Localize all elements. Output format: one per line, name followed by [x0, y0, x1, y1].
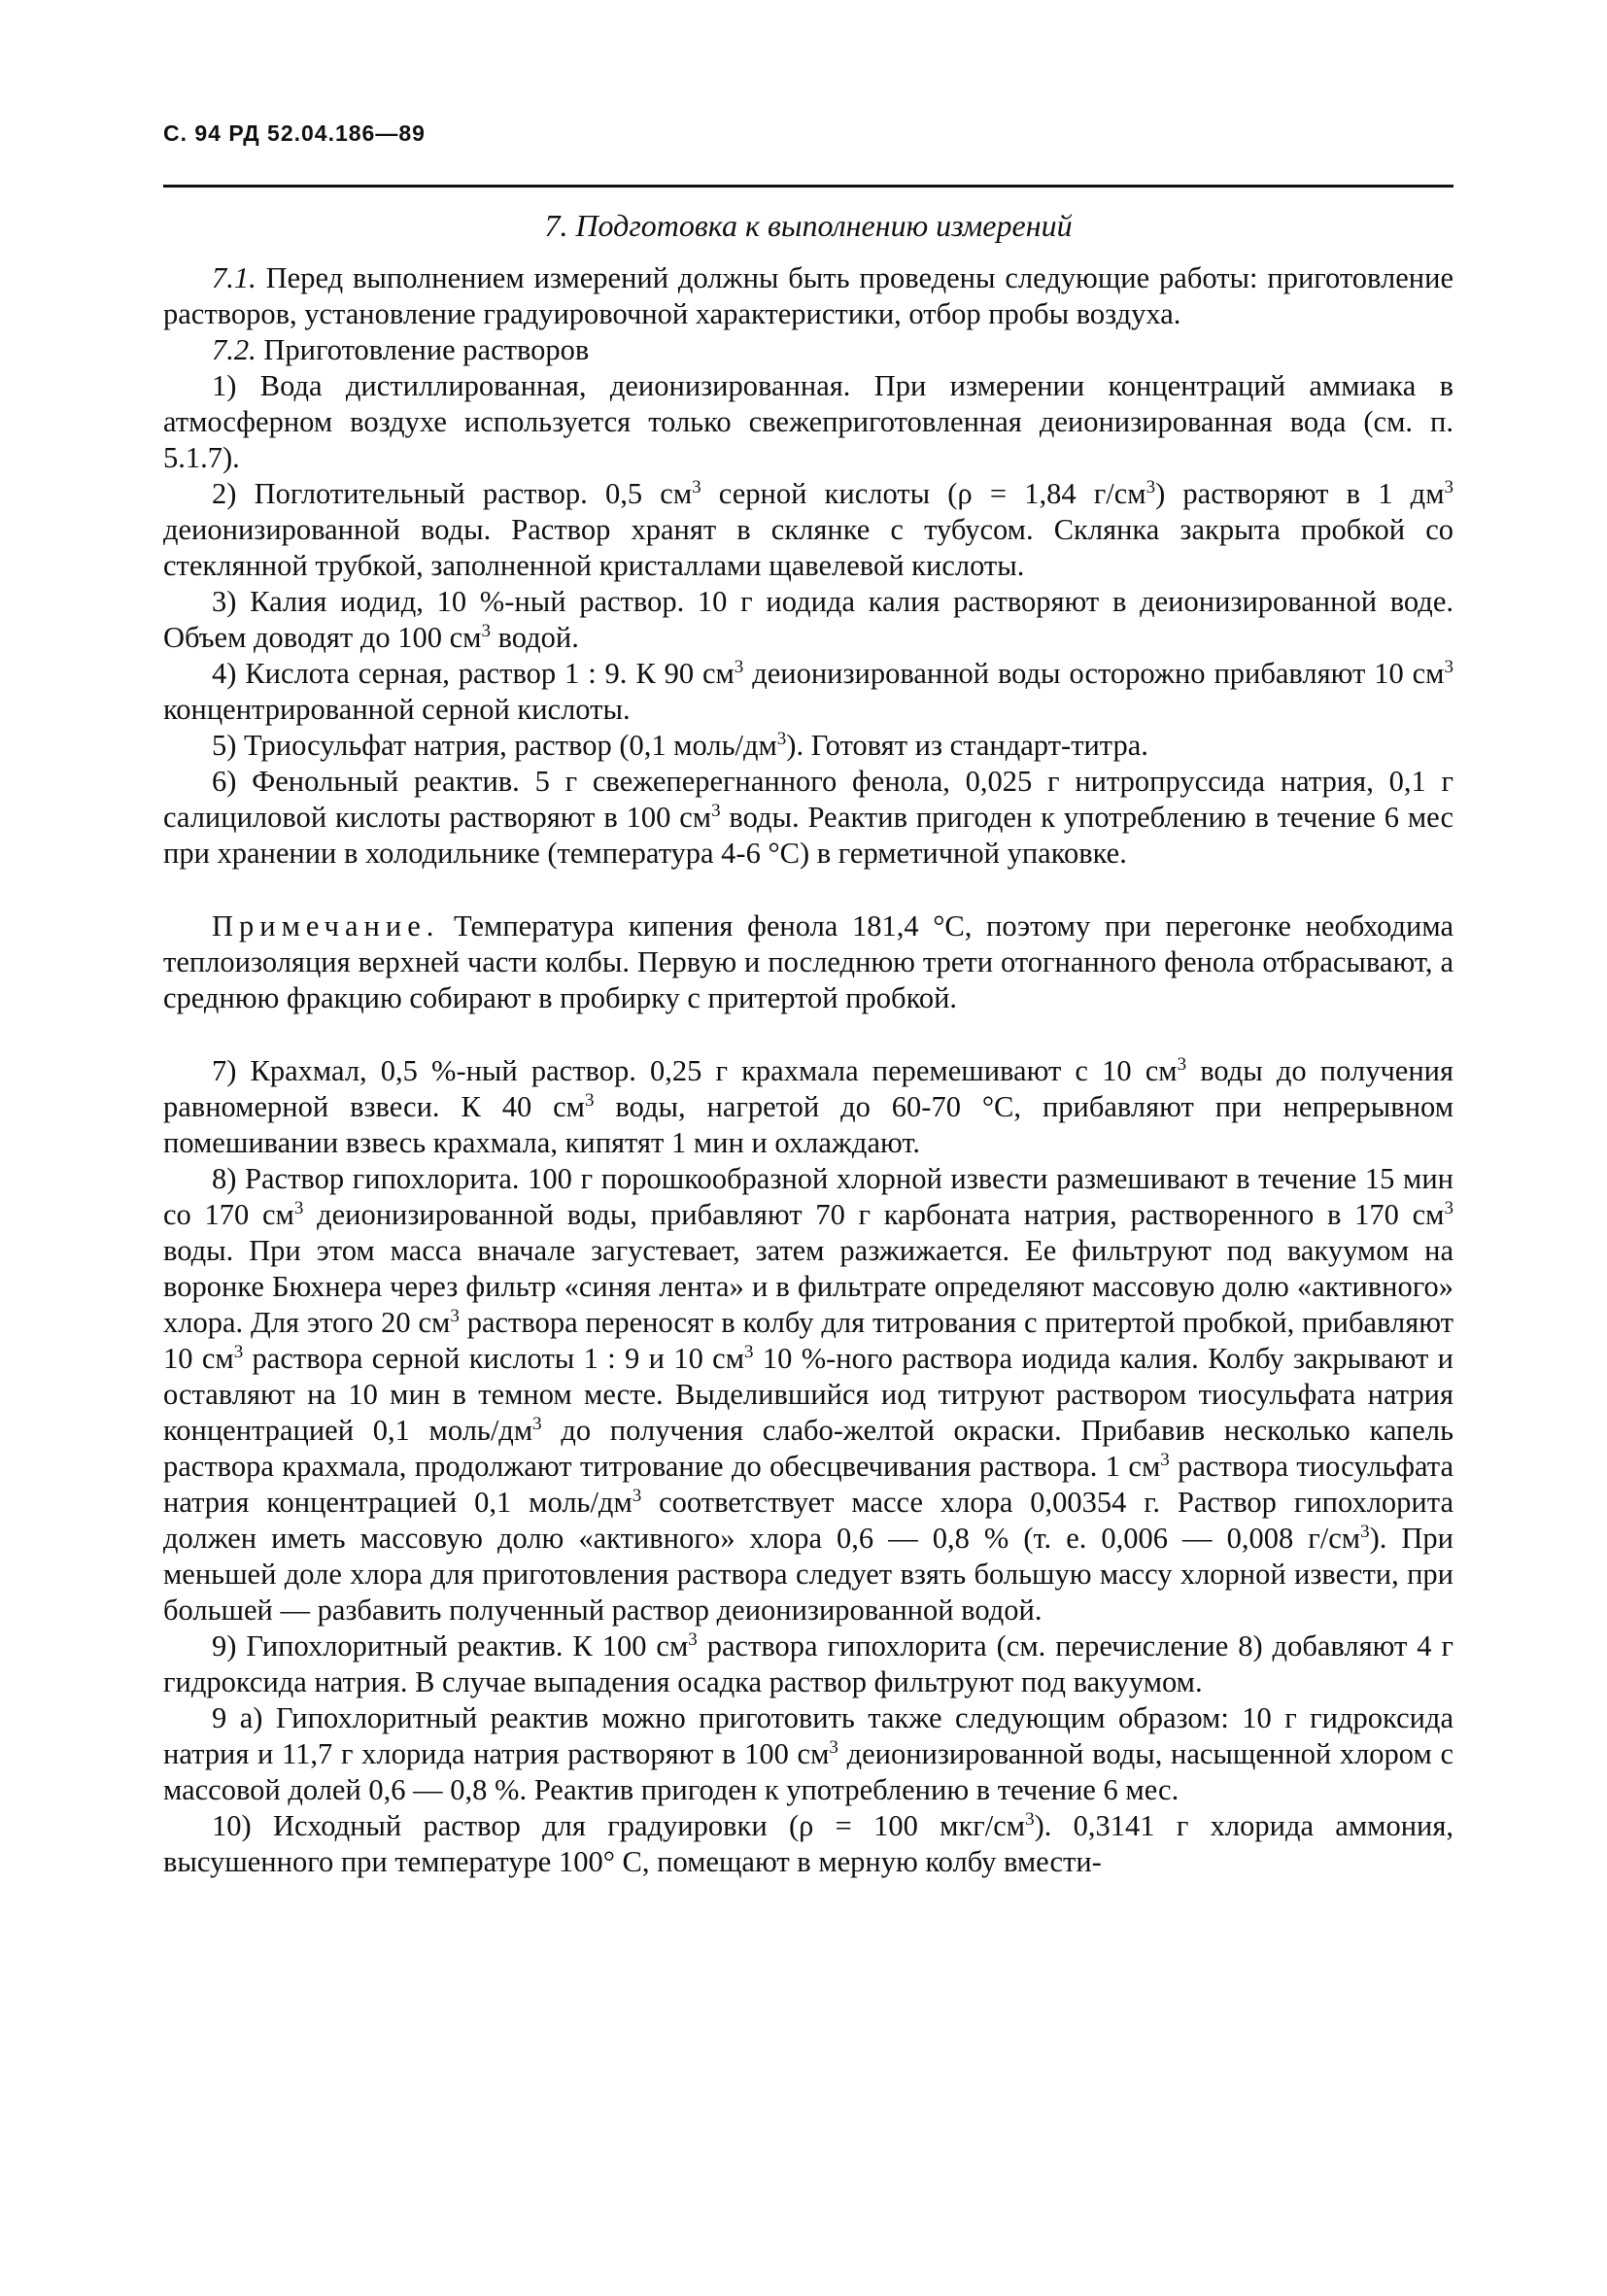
list-item-5: 5) Триосульфат натрия, раствор (0,1 моль/$дм^3$). Готовят из стандарт-титра.: [212, 728, 1148, 762]
document-body: [163, 260, 1453, 1880]
list-item-9: 9) Гипохлоритный реактив. К 100 $см^3$ раствора гипохлорита (см. перечисление 8) добавляют 4 г гидроксида натрия. В случае выпадения осадка раствор фильтруют под вакуумом.: [163, 1628, 1454, 1698]
list-item-8: 8) Раствор гипохлорита. 100 г порошкообразной хлорной извести размешивают в течение 15 мин со 170 $см^3$ деионизированной воды, прибавляют 70 г карбоната натрия, растворенного в 170 $см^3$ воды. При этом масса вначале загустевает, затем разжижается. Ее фильтруют под вакуумом на воронке Бюхнера через фильтр «синяя лента» и в фильтрате определяют массовую долю «активного» хлора. Для этого 20 $см^3$ раствора переносят в колбу для титрования с притертой пробкой, прибавляют 10 $см^3$ раствора серной кислоты 1 : 9 и 10 $см^3$ 10 %-ного раствора иодида калия. Колбу закрывают и оставляют на 10 мин в темном месте. Выделившийся иод титруют раствором тиосульфата натрия концентрацией 0,1 моль/$дм^3$ до получения слабо-желтой окраски. Прибавив несколько капель раствора крахмала, продолжают титрование до обесцвечивания раствора. 1 $см^3$ раствора тиосульфата натрия концентрацией 0,1 моль/$дм^3$ соответствует массе хлора 0,00354 г. Раствор гипохлорита должен иметь массовую долю «активного» хлора 0,6 — 0,8 % (т. е. 0,006 — 0,008 $г/см^3$). При меньшей доле хлора для приготовления раствора следует взять большую массу хлорной извести, при большей — разбавить полученный раствор деионизированной водой.: [163, 1162, 1453, 1627]
section-title: 7. Подготовка к выполнению измерений: [544, 208, 1073, 243]
list-item-1: 1) Вода дистиллированная, деионизированная. При измерении концентраций аммиака в атмосферном воздухе используется только свежеприготовленная деионизированная вода (см. п. 5.1.7).: [163, 369, 1453, 474]
paragraph-7-2: 7.2. Приготовление растворов: [212, 333, 590, 366]
header-rule: [163, 185, 1453, 188]
note-label: Примечание.: [212, 909, 440, 942]
list-item-7: 7) Крахмал, 0,5 %-ный раствор. 0,25 г крахмала перемешивают с 10 $см^3$ воды до получения равномерной взвеси. К 40 $см^3$ воды, нагретой до 60-70 °С, прибавляют при непрерывном помешивании взвесь крахмала, кипятят 1 мин и охлаждают.: [163, 1053, 1453, 1159]
list-item-2: 2) Поглотительный раствор. 0,5 $см^3$ серной кислоты (ρ = 1,84 $г/см^3$) растворяют в 1 $дм^3$ деионизированной воды. Раствор хранят в склянке с тубусом. Склянка закрыта пробкой со стеклянной трубкой, заполненной кристаллами щавелевой кислоты.: [163, 476, 1453, 582]
note-text: Температура кипения фенола 181,4 °С, поэтому при перегонке необходима теплоизоляция верхней части колбы. Первую и последнюю трети отогнанного фенола отбрасывают, а среднюю фракцию собирают в пробирку с притертой пробкой.: [163, 909, 1453, 1014]
list-item-6: 6) Фенольный реактив. 5 г свежеперегнанного фенола, 0,025 г нитропруссида натрия, 0,1 г салициловой кислоты растворяют в 100 $см^3$ воды. Реактив пригоден к употреблению в течение 6 мес при хранении в холодильнике (температура 4-6 °С) в герметичной упаковке.: [163, 765, 1453, 870]
list-item-3: 3) Калия иодид, 10 %-ный раствор. 10 г иодида калия растворяют в деионизированной воде. Объем доводят до 100 $см^3$ водой.: [163, 585, 1453, 654]
running-header: С. 94 РД 52.04.186—89: [163, 120, 426, 146]
list-item-10: 10) Исходный раствор для градуировки (ρ = 100 мкг/$см^3$). 0,3141 г хлорида аммония, высушенного при температуре 100° С, помещают в мерную колбу вмести-: [163, 1808, 1453, 1878]
note: [163, 908, 1453, 1016]
list-item-4: 4) Кислота серная, раствор 1 : 9. К 90 $см^3$ деионизированной воды осторожно прибавляют 10 $см^3$ концентрированной серной кислоты.: [163, 656, 1453, 726]
paragraph-7-1: 7.1. Перед выполнением измерений должны быть проведены следующие работы: приготовление растворов, установление градуировочной характеристики, отбор пробы воздуха.: [163, 261, 1453, 330]
list-item-9a: 9 а) Гипохлоритный реактив можно приготовить также следующим образом: 10 г гидроксида натрия и 11,7 г хлорида натрия растворяют в 100 $см^3$ деионизированной воды, насыщенной хлором с массовой долей 0,6 — 0,8 %. Реактив пригоден к употреблению в течение 6 мес.: [163, 1701, 1454, 1806]
